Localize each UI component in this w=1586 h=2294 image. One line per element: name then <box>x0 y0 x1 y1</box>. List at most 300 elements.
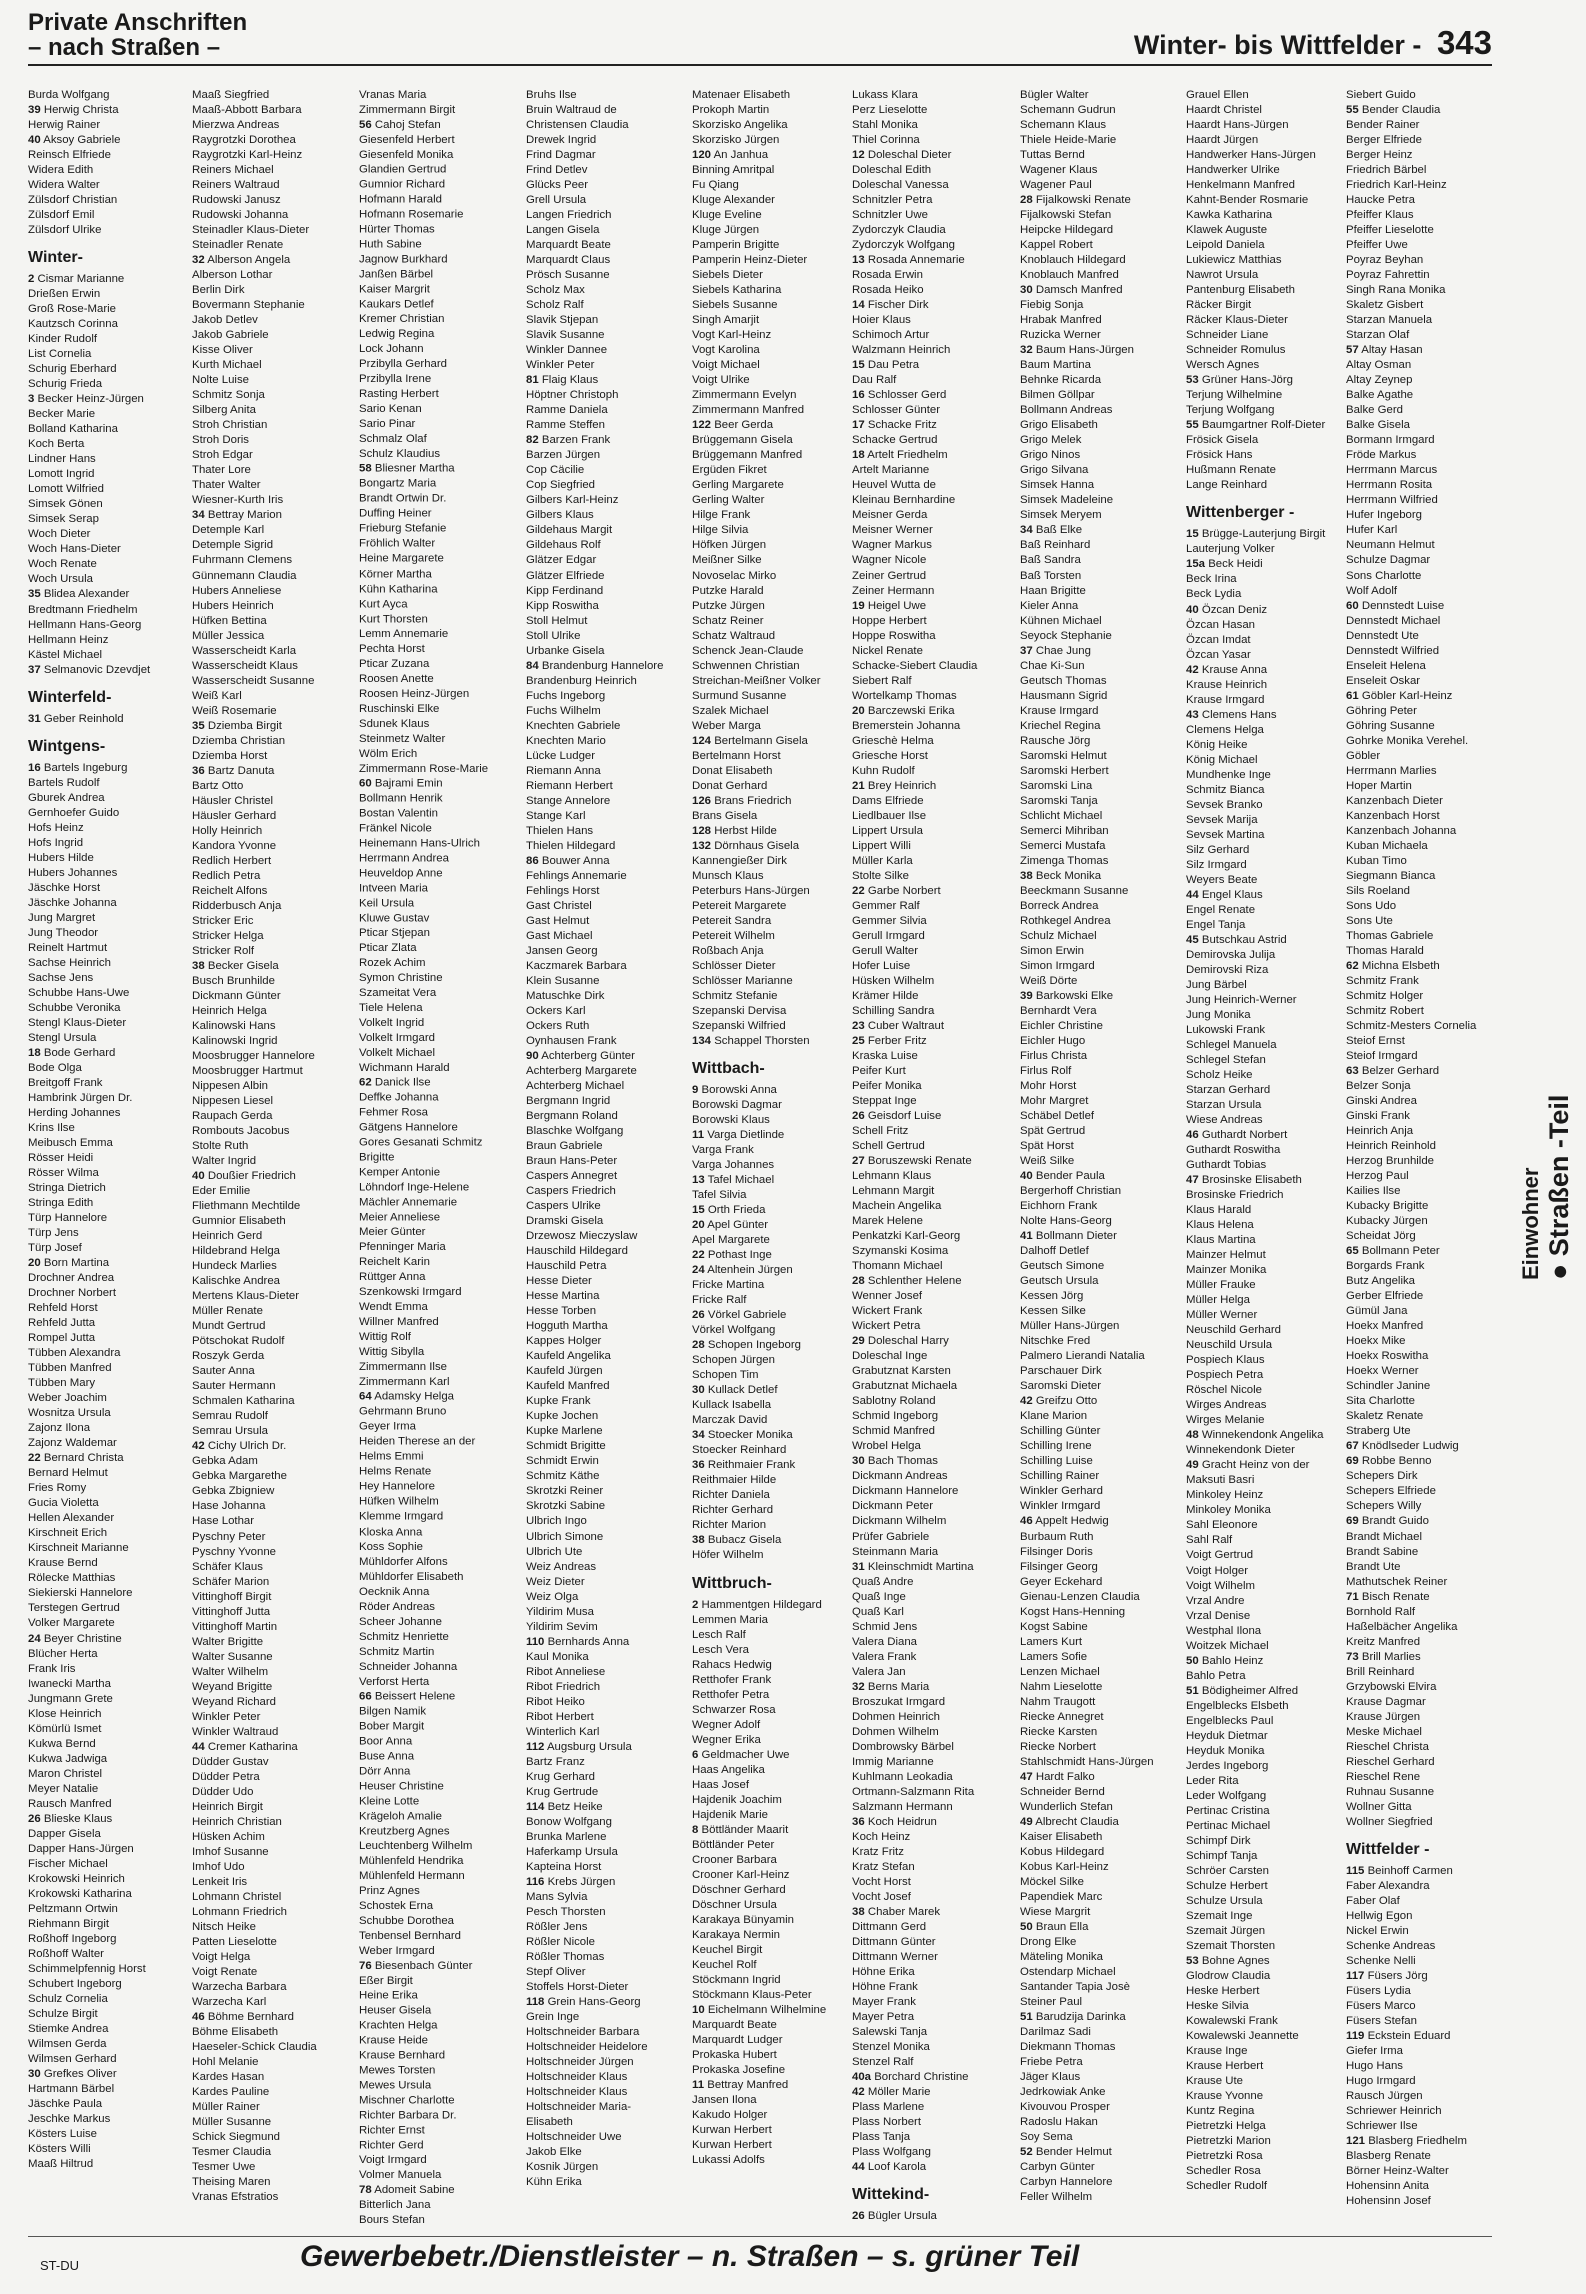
resident-entry <box>526 1995 692 2010</box>
resident-entry <box>692 358 858 373</box>
resident-name: Cismar Marianne <box>37 273 125 286</box>
resident-name: Sons Charlotte <box>1346 569 1422 582</box>
resident-entry <box>852 193 1018 208</box>
resident-entry <box>1020 1229 1186 1244</box>
resident-entry <box>526 2025 692 2040</box>
resident-name: Schlosser Gerd <box>867 389 947 402</box>
resident-name: Schostek Erna <box>359 1899 434 1912</box>
resident-entry <box>1186 1098 1352 1113</box>
resident-entry <box>852 1409 1018 1424</box>
resident-entry <box>1186 1443 1352 1458</box>
resident-name: Sauter Anna <box>192 1365 255 1378</box>
resident-name: Mäteling Monika <box>1020 1950 1103 1963</box>
resident-entry <box>192 734 358 749</box>
resident-name: Bours Stefan <box>359 2214 425 2227</box>
house-number: 17 <box>852 419 865 432</box>
resident-name: Giefer Irma <box>1346 2045 1403 2057</box>
resident-name: Eckstein Eduard <box>1367 2029 1451 2042</box>
resident-name: Tübben Mary <box>28 1377 96 1390</box>
resident-name: Kupke Marlene <box>526 1425 603 1438</box>
resident-entry <box>692 2033 858 2048</box>
resident-entry <box>1020 1815 1186 1830</box>
resident-entry <box>692 403 858 418</box>
resident-name: Walzmann Heinrich <box>852 344 951 357</box>
resident-entry <box>359 1959 525 1974</box>
resident-entry <box>1020 704 1186 719</box>
resident-name: Kremer Christian <box>359 313 445 326</box>
resident-name: Skrotzki Reiner <box>526 1485 604 1498</box>
resident-name: Schwarzer Rosa <box>692 1703 776 1716</box>
resident-entry <box>1346 2194 1512 2209</box>
resident-name: Fricke Ralf <box>692 1294 747 1307</box>
resident-name: Szemait Inge <box>1186 1909 1253 1922</box>
house-number: 11 <box>692 1129 705 1142</box>
resident-name: Loof Karola <box>867 2161 927 2174</box>
resident-entry <box>1186 2149 1352 2164</box>
resident-name: Stoecker Reinhard <box>692 1444 787 1457</box>
resident-name: Helms Renate <box>359 1465 432 1478</box>
resident-name: Schell Gertrud <box>852 1140 925 1153</box>
resident-entry <box>526 1454 692 1469</box>
resident-entry <box>359 118 525 133</box>
resident-entry <box>28 648 194 663</box>
resident-name: Bahlo Petra <box>1186 1669 1246 1682</box>
house-number: 41 <box>1020 1230 1033 1243</box>
resident-name: Eichler Christine <box>1020 1019 1103 1032</box>
resident-name: Hey Hannelore <box>359 1480 435 1493</box>
resident-entry <box>1346 1289 1512 1304</box>
resident-name: Klein Susanne <box>526 974 600 987</box>
resident-name: Dennstedt Michael <box>1346 614 1441 627</box>
side-label-line2: ● Straßen -Teil <box>1544 1094 1574 1280</box>
resident-name: Groß Rose-Marie <box>28 303 116 316</box>
resident-entry <box>359 612 525 627</box>
resident-entry <box>359 1465 525 1480</box>
resident-name: Stoll Ulrike <box>526 629 581 642</box>
resident-name: Zülsdorf Ulrike <box>28 224 102 237</box>
resident-name: Achterberg Michael <box>526 1080 625 1093</box>
resident-entry <box>359 1136 525 1151</box>
resident-name: Woch Hans-Dieter <box>28 543 121 556</box>
resident-name: Mierzwa Andreas <box>192 119 280 132</box>
resident-name: Weiz Andreas <box>526 1560 597 1573</box>
resident-entry <box>192 1094 358 1109</box>
resident-name: Bartz Danuta <box>207 764 275 777</box>
resident-name: Brüggemann Gisela <box>692 434 793 447</box>
resident-entry <box>526 809 692 824</box>
resident-entry <box>359 1285 525 1300</box>
resident-name: Pesch Thorsten <box>526 1905 606 1918</box>
resident-name: Müller Hans-Jürgen <box>1020 1320 1120 1333</box>
resident-name: Pfeiffer Klaus <box>1346 209 1414 222</box>
house-number: 62 <box>1346 959 1359 972</box>
resident-entry <box>192 929 358 944</box>
resident-entry <box>28 836 194 851</box>
resident-name: Steinmetz Walter <box>359 732 446 745</box>
resident-entry <box>692 208 858 223</box>
resident-entry <box>526 388 692 403</box>
resident-entry <box>526 764 692 779</box>
resident-entry <box>28 347 194 362</box>
resident-name: Hausmann Sigrid <box>1020 689 1108 702</box>
resident-name: Herrmann Wilfried <box>1346 494 1438 507</box>
resident-entry <box>1186 118 1352 133</box>
resident-entry <box>1346 283 1512 298</box>
resident-name: Herding Johannes <box>28 1106 121 1119</box>
resident-name: Dennstedt Ute <box>1346 629 1419 642</box>
resident-entry <box>852 1935 1018 1950</box>
resident-entry <box>852 854 1018 869</box>
resident-name: Stange Annelore <box>526 794 611 807</box>
resident-name: Göbler Karl-Heinz <box>1361 689 1453 702</box>
resident-entry <box>1346 193 1512 208</box>
resident-name: Düdder Gustav <box>192 1755 269 1768</box>
resident-entry <box>192 1950 358 1965</box>
resident-entry <box>359 1555 525 1570</box>
resident-entry <box>28 1286 194 1301</box>
resident-name: Schemann Gudrun <box>1020 104 1116 117</box>
resident-name: Reithmaier Frank <box>707 1459 796 1472</box>
resident-entry <box>28 1271 194 1286</box>
resident-name: Hubers Johannes <box>28 866 118 879</box>
house-number: 48 <box>1186 1429 1199 1442</box>
resident-entry <box>192 914 358 929</box>
resident-name: Caspers Friedrich <box>526 1185 616 1198</box>
resident-name: Adomeit Sabine <box>374 2184 455 2197</box>
house-number: 114 <box>526 1800 545 1813</box>
resident-name: Krokowski Heinrich <box>28 1872 125 1885</box>
resident-entry <box>852 2100 1018 2115</box>
resident-name: Bender Claudia <box>1361 104 1441 117</box>
resident-name: Brandt Ortwin Dr. <box>359 493 447 506</box>
resident-entry <box>359 986 525 1001</box>
resident-entry <box>1186 1458 1352 1473</box>
resident-entry <box>1186 1849 1352 1864</box>
resident-entry <box>1346 1740 1512 1755</box>
resident-name: Nitschke Fred <box>1020 1335 1091 1348</box>
resident-name: Voigt Irmgard <box>359 2154 427 2167</box>
resident-name: Palmero Lierandi Natalia <box>1020 1350 1145 1363</box>
resident-entry <box>359 1300 525 1315</box>
resident-name: Gerber Elfriede <box>1346 1290 1424 1303</box>
resident-entry <box>1186 1518 1352 1533</box>
resident-name: Schenck Jean-Claude <box>692 644 804 657</box>
resident-name: Neumann Helmut <box>1346 539 1435 552</box>
resident-entry <box>359 1585 525 1600</box>
house-number: 30 <box>692 1384 705 1397</box>
resident-name: Barudzija Darinka <box>1035 2011 1126 2023</box>
resident-entry <box>359 133 525 148</box>
resident-entry <box>852 1469 1018 1484</box>
resident-entry <box>1186 1684 1352 1699</box>
resident-entry <box>28 821 194 836</box>
resident-name: Schacke-Siebert Claudia <box>852 659 978 672</box>
resident-entry <box>1020 328 1186 343</box>
resident-name: Holtschneider Uwe <box>526 2131 622 2144</box>
resident-entry <box>1346 1229 1512 1244</box>
resident-entry <box>192 1514 358 1529</box>
resident-entry <box>28 133 194 148</box>
resident-name: Rombouts Jacobus <box>192 1125 290 1138</box>
resident-entry <box>526 148 692 163</box>
resident-entry <box>192 1004 358 1019</box>
resident-name: Firlus Rolf <box>1020 1065 1072 1078</box>
resident-entry <box>852 403 1018 418</box>
resident-name: Schröer Carsten <box>1186 1864 1269 1877</box>
resident-name: Fijalkowski Stefan <box>1020 209 1112 222</box>
resident-entry <box>359 881 525 896</box>
resident-entry <box>1020 1259 1186 1274</box>
resident-entry <box>852 1124 1018 1139</box>
resident-name: Schilling Sandra <box>852 1004 935 1017</box>
resident-name: Dau Petra <box>867 359 920 372</box>
resident-name: Artelt Friedhelm <box>867 449 948 462</box>
resident-entry <box>359 223 525 238</box>
resident-name: Schurig Eberhard <box>28 363 117 376</box>
resident-entry <box>192 884 358 899</box>
resident-entry <box>192 1590 358 1605</box>
resident-entry <box>359 1420 525 1435</box>
resident-name: Bahlo Heinz <box>1201 1654 1264 1667</box>
resident-name: Schlösser Marianne <box>692 974 793 987</box>
resident-entry <box>1186 253 1352 268</box>
resident-entry <box>28 1316 194 1331</box>
resident-entry <box>28 2022 194 2037</box>
resident-name: Hilge Frank <box>692 509 751 522</box>
resident-name: Achterberg Günter <box>541 1050 635 1062</box>
resident-name: Geyer Eckehard <box>1020 1575 1103 1588</box>
resident-name: Jung Bärbel <box>1186 978 1247 991</box>
resident-entry <box>1346 644 1512 659</box>
resident-entry <box>1186 753 1352 768</box>
resident-entry <box>359 1375 525 1390</box>
resident-name: Reiners Waltraud <box>192 179 280 192</box>
resident-entry <box>1346 418 1512 433</box>
resident-name: Sario Pinar <box>359 418 416 431</box>
house-number: 15 <box>852 359 865 372</box>
resident-name: Steinadler Klaus-Dieter <box>192 224 310 237</box>
resident-entry <box>1346 103 1512 118</box>
resident-entry <box>526 869 692 884</box>
resident-entry <box>1020 1274 1186 1289</box>
resident-entry <box>359 896 525 911</box>
resident-name: Hauschild Petra <box>526 1260 607 1273</box>
resident-entry <box>1186 1068 1352 1083</box>
house-number: 37 <box>28 663 41 676</box>
resident-name: Gburek Andrea <box>28 791 105 804</box>
resident-entry <box>852 1800 1018 1815</box>
resident-entry <box>1186 768 1352 783</box>
resident-name: Gucia Violetta <box>28 1497 99 1510</box>
resident-entry <box>526 463 692 478</box>
resident-name: Carbyn Hannelore <box>1020 2176 1113 2189</box>
resident-name: Stenzel Ralf <box>852 2056 914 2069</box>
resident-name: Wasserscheidt Klaus <box>192 659 298 672</box>
resident-name: Reiners Michael <box>192 164 274 177</box>
resident-entry <box>1020 1019 1186 1034</box>
resident-entry <box>1020 1094 1186 1109</box>
resident-name: Wollner Gitta <box>1346 1800 1412 1813</box>
resident-entry <box>852 809 1018 824</box>
resident-entry <box>28 986 194 1001</box>
resident-name: Gildehaus Margit <box>526 524 613 537</box>
resident-entry <box>1020 1034 1186 1049</box>
resident-entry <box>1186 1909 1352 1924</box>
resident-name: Giesenfeld Monika <box>359 148 454 161</box>
resident-entry <box>692 268 858 283</box>
resident-entry <box>692 2108 858 2123</box>
resident-entry <box>526 674 692 689</box>
resident-entry <box>692 1868 858 1883</box>
resident-entry <box>692 1883 858 1898</box>
resident-name: Dickmann Andreas <box>852 1470 948 1483</box>
resident-name: Kratz Fritz <box>852 1845 904 1858</box>
street-heading: Wittenberger - <box>1186 504 1295 522</box>
resident-entry <box>28 1647 194 1662</box>
resident-entry <box>192 2100 358 2115</box>
resident-entry <box>1186 343 1352 358</box>
resident-entry <box>1186 403 1352 418</box>
resident-entry <box>192 1710 358 1725</box>
resident-entry <box>526 358 692 373</box>
resident-entry <box>359 866 525 881</box>
resident-name: Dohmen Heinrich <box>852 1710 940 1723</box>
resident-name: Böttländer Maarit <box>701 1823 789 1836</box>
resident-entry <box>526 1920 692 1935</box>
resident-name: Orth Frieda <box>707 1204 766 1217</box>
resident-name: Bergmann Roland <box>526 1110 618 1123</box>
resident-name: Cuber Waltraut <box>867 1019 945 1032</box>
resident-name: Schubbe Veronika <box>28 1001 121 1014</box>
house-number: 51 <box>1020 2011 1033 2023</box>
resident-entry <box>28 1902 194 1917</box>
resident-entry <box>1020 208 1186 223</box>
resident-name: Starzan Ursula <box>1186 1099 1262 1112</box>
resident-name: Müller Werner <box>1186 1309 1258 1322</box>
resident-name: Dziemba Christian <box>192 734 286 747</box>
resident-entry <box>28 1722 194 1737</box>
resident-name: Roosen Heinz-Jürgen <box>359 687 470 700</box>
resident-name: Mewes Torsten <box>359 2064 436 2077</box>
resident-name: Sahl Ralf <box>1186 1534 1233 1547</box>
resident-entry <box>192 208 358 223</box>
resident-name: Beeckmann Susanne <box>1020 884 1129 897</box>
resident-entry <box>192 2010 358 2025</box>
house-number: 60 <box>359 777 372 790</box>
resident-entry <box>192 1184 358 1199</box>
resident-entry <box>526 2145 692 2160</box>
resident-entry <box>192 629 358 644</box>
resident-entry <box>28 1827 194 1842</box>
resident-name: Sils Roeland <box>1346 884 1410 897</box>
resident-name: Dörnhaus Gisela <box>714 839 800 852</box>
house-number: 28 <box>852 1275 865 1288</box>
resident-entry <box>1346 133 1512 148</box>
resident-name: Stöckmann Ingrid <box>692 1973 781 1986</box>
resident-name: Schatz Reiner <box>692 614 764 627</box>
resident-entry <box>192 2145 358 2160</box>
resident-entry <box>1186 223 1352 238</box>
resident-entry <box>1346 734 1512 749</box>
resident-name: Bilgen Namik <box>359 1705 427 1718</box>
house-number: 44 <box>1186 888 1199 901</box>
resident-name: Kappes Holger <box>526 1335 602 1348</box>
house-number: 20 <box>28 1257 41 1270</box>
resident-name: Schulz Klaudius <box>359 448 441 461</box>
resident-name: Gebka Zbigniew <box>192 1485 275 1498</box>
resident-name: Schmitz Frank <box>1346 974 1419 987</box>
resident-entry <box>526 1740 692 1755</box>
resident-name: Kirschneit Erich <box>28 1527 108 1540</box>
resident-name: Gemmer Silvia <box>852 914 927 927</box>
resident-name: Rudowski Janusz <box>192 194 281 207</box>
resident-name: Binning Amritpal <box>692 164 775 177</box>
resident-entry <box>192 448 358 463</box>
resident-entry <box>1020 253 1186 268</box>
resident-name: Schmitz Henriette <box>359 1630 449 1643</box>
resident-entry <box>28 1031 194 1046</box>
resident-name: Barzen Frank <box>541 434 611 447</box>
resident-name: Rölecke Matthias <box>28 1572 116 1585</box>
resident-name: Türp Jens <box>28 1227 79 1240</box>
resident-name: Rößler Jens <box>526 1920 588 1933</box>
resident-entry <box>28 287 194 302</box>
resident-entry <box>1346 1800 1512 1815</box>
resident-name: An Janhua <box>713 149 769 162</box>
resident-name: Skaletz Renate <box>1346 1410 1424 1423</box>
resident-entry <box>192 358 358 373</box>
resident-entry <box>526 974 692 989</box>
resident-entry <box>359 1899 525 1914</box>
resident-name: Dziemba Horst <box>192 749 268 762</box>
resident-name: Doleschal Edith <box>852 164 932 177</box>
resident-name: Zydorczyk Claudia <box>852 224 946 237</box>
resident-name: Kowalewski Frank <box>1186 2014 1278 2027</box>
resident-entry <box>359 1360 525 1375</box>
resident-name: Wasserscheidt Karla <box>192 644 297 657</box>
house-number: 47 <box>1020 1770 1033 1783</box>
resident-name: Cremer Katharina <box>207 1740 298 1753</box>
resident-entry <box>28 618 194 633</box>
resident-name: Gast Christel <box>526 899 592 912</box>
house-number: 24 <box>692 1264 705 1277</box>
resident-name: Zülsdorf Christian <box>28 194 118 207</box>
resident-name: Hufer Karl <box>1346 524 1398 537</box>
resident-name: Widera Walter <box>28 179 100 192</box>
resident-entry <box>692 1838 858 1853</box>
resident-name: Krause Ute <box>1186 2075 1243 2088</box>
resident-name: Busch Brunhilde <box>192 974 275 987</box>
resident-name: Steiner Paul <box>1020 1995 1083 2008</box>
resident-name: Belzer Sonja <box>1346 1080 1411 1093</box>
resident-name: Krause Bernhard <box>359 2049 446 2062</box>
resident-entry <box>359 1540 525 1555</box>
resident-entry <box>192 1154 358 1169</box>
resident-name: Geutsch Simone <box>1020 1260 1105 1273</box>
resident-entry <box>359 432 525 447</box>
resident-name: Bovermann Stephanie <box>192 299 305 312</box>
resident-entry <box>692 764 858 779</box>
resident-entry <box>359 1749 525 1764</box>
resident-entry <box>359 1630 525 1645</box>
resident-name: Silz Gerhard <box>1186 843 1250 856</box>
resident-name: Valera Diana <box>852 1635 918 1648</box>
resident-entry <box>1346 1004 1512 1019</box>
resident-name: Woch Dieter <box>28 528 91 541</box>
resident-entry <box>852 148 1018 163</box>
resident-entry <box>359 2079 525 2094</box>
resident-entry <box>1346 403 1512 418</box>
